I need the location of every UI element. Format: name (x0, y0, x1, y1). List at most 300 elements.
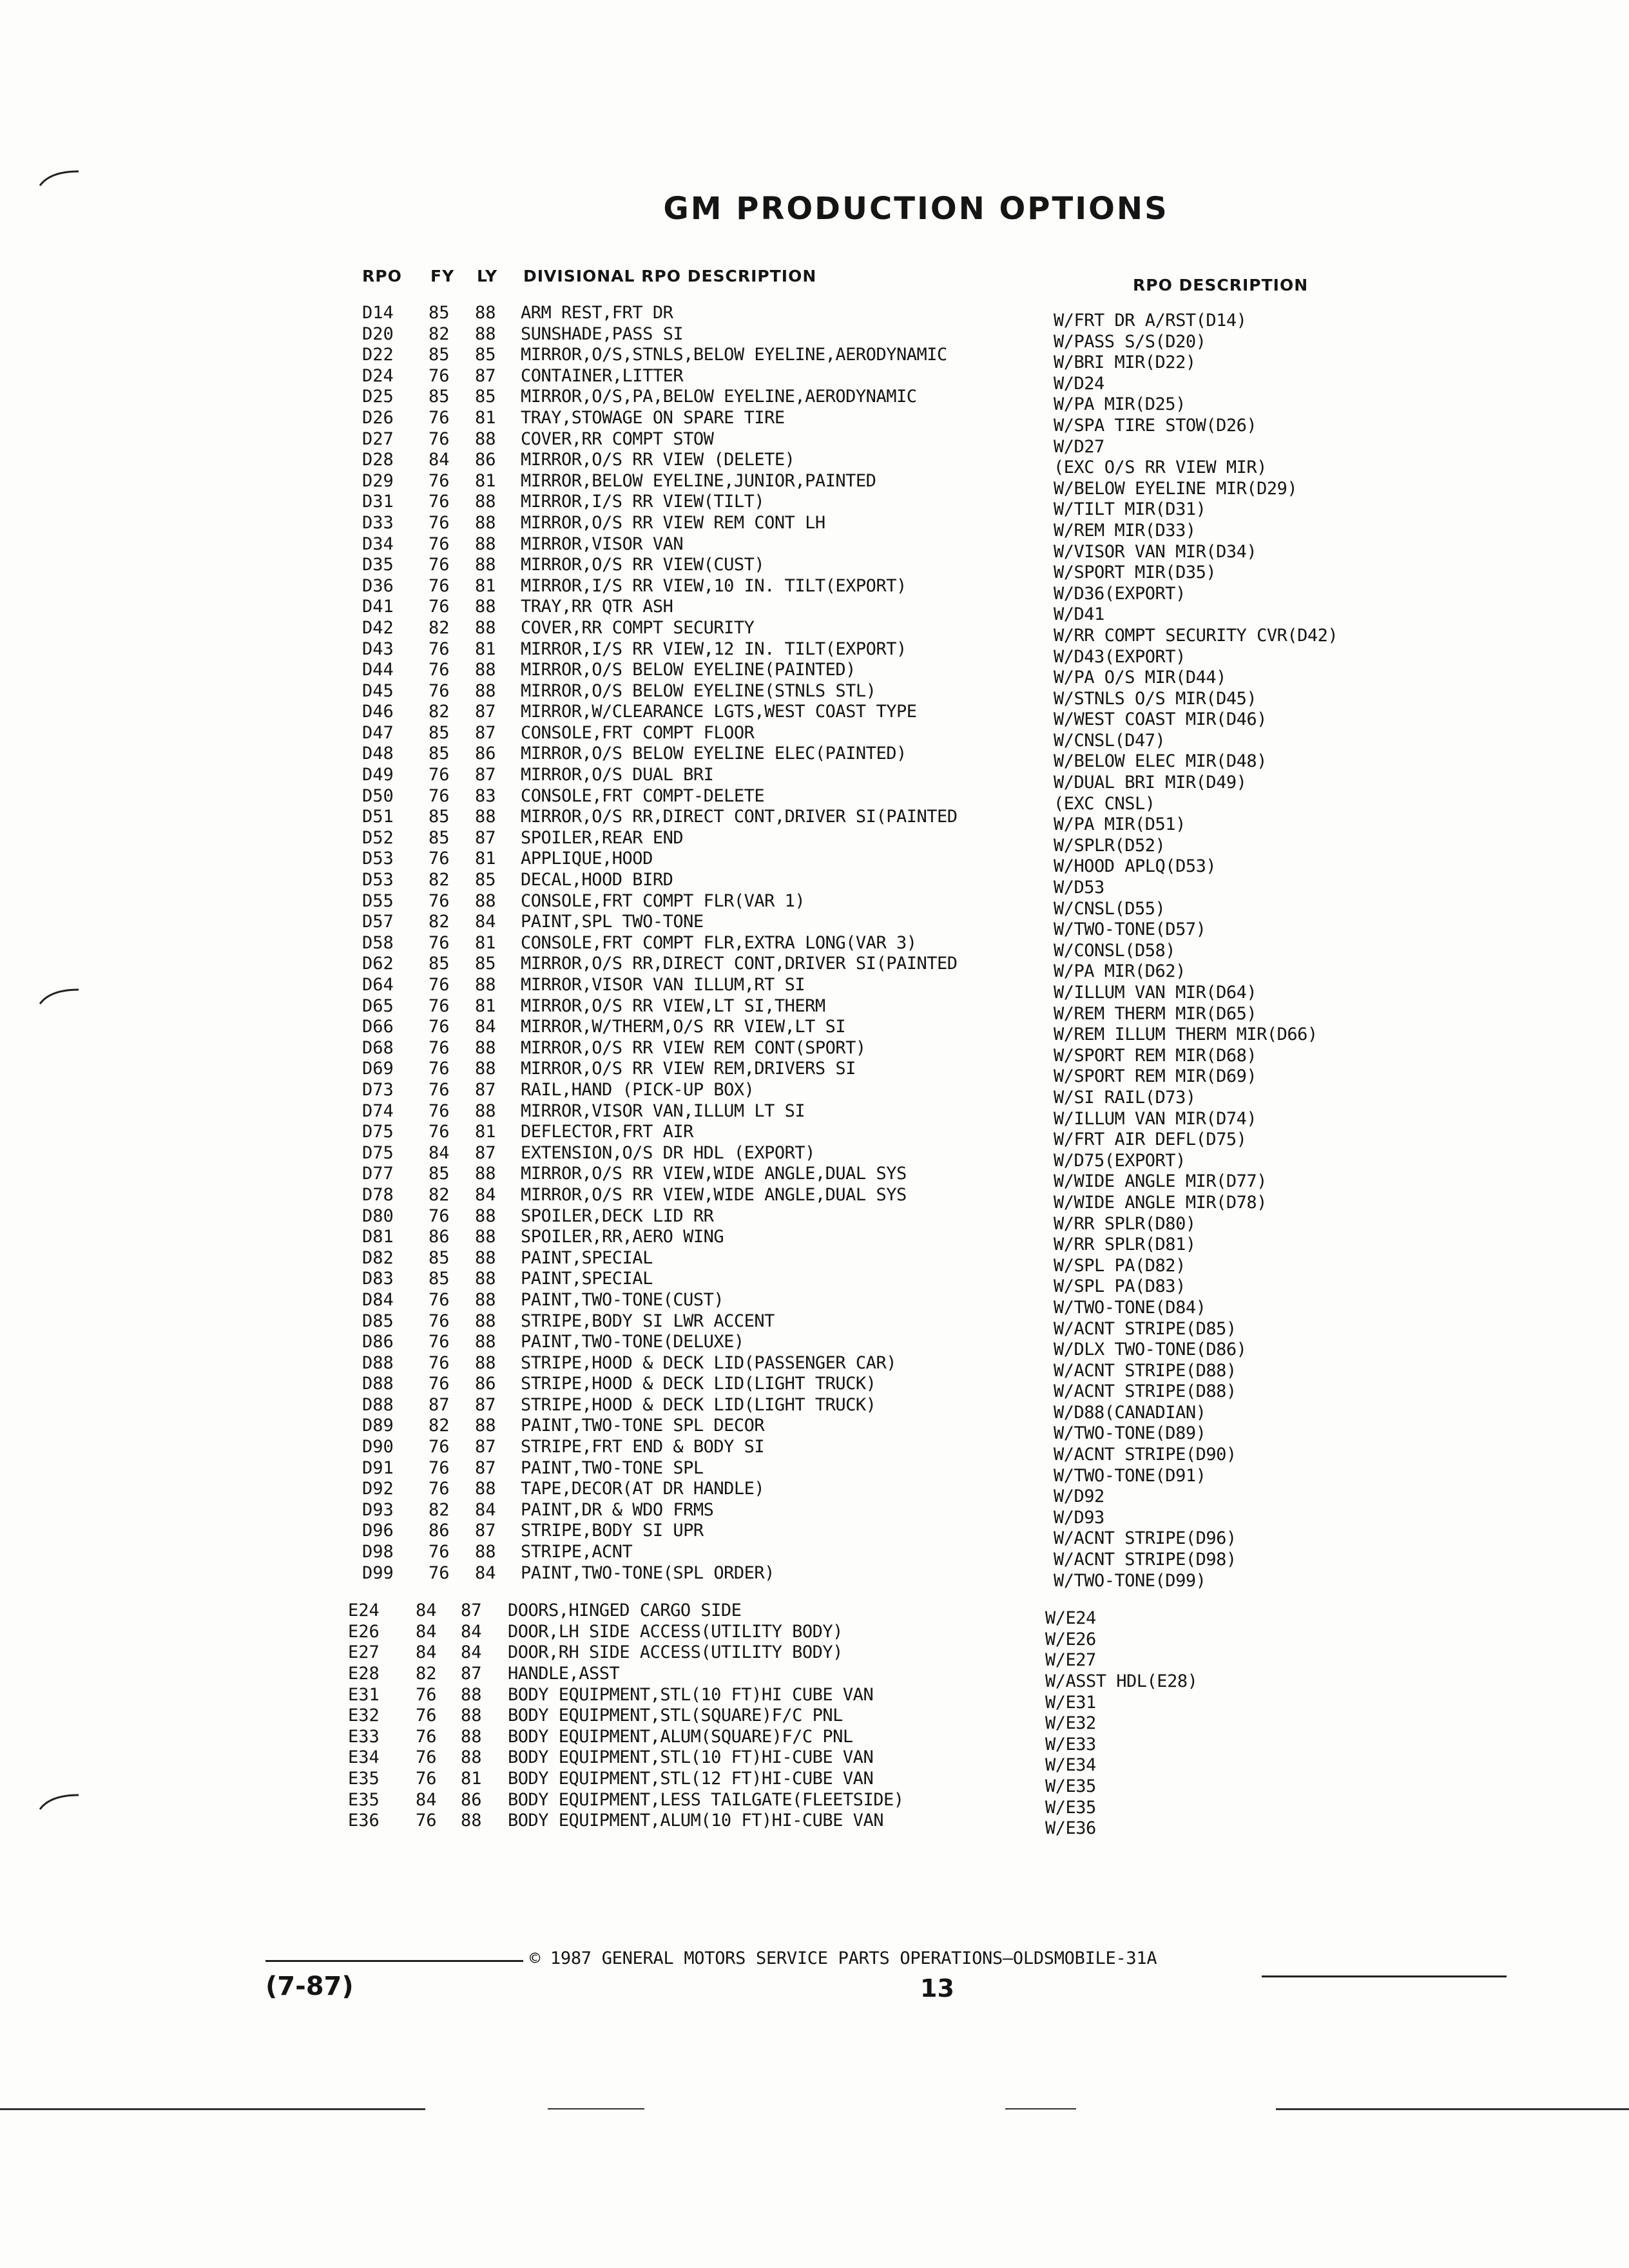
first-year: 76 (429, 575, 450, 596)
last-year: 81 (475, 1122, 496, 1142)
rpo-code: E35 (348, 1789, 380, 1810)
table-row (0, 1747, 1629, 1776)
table-row (0, 512, 1629, 541)
rpo-code: D83 (362, 1269, 394, 1289)
table-row (0, 1164, 1629, 1192)
last-year: 88 (475, 323, 496, 344)
first-year: 76 (429, 1289, 450, 1310)
divisional-description: MIRROR,O/S RR VIEW REM CONT LH (521, 512, 825, 533)
table-row (0, 1542, 1629, 1570)
first-year: 76 (429, 1206, 450, 1226)
table-row (0, 995, 1629, 1024)
divisional-description: BODY EQUIPMENT,ALUM(SQUARE)F/C PNL (508, 1726, 853, 1747)
table-row (0, 1457, 1629, 1486)
table-row (0, 1142, 1629, 1171)
rpo-description: W/REM ILLUM THERM MIR(D66) (1054, 1024, 1318, 1045)
divisional-description: CONSOLE,FRT COMPT FLR,EXTRA LONG(VAR 3) (521, 932, 917, 953)
rpo-description: W/D92 (1054, 1486, 1104, 1507)
rpo-description: W/D41 (1054, 604, 1104, 625)
rpo-code: D45 (362, 680, 394, 701)
rpo-code: D98 (362, 1542, 394, 1562)
table-row (0, 1684, 1629, 1713)
divisional-description: BODY EQUIPMENT,STL(10 FT)HI-CUBE VAN (508, 1747, 874, 1768)
table-row (0, 954, 1629, 982)
table-row (0, 1247, 1629, 1276)
first-year: 76 (429, 407, 450, 428)
divisional-description: DEFLECTOR,FRT AIR (521, 1122, 693, 1142)
first-year: 84 (416, 1642, 437, 1663)
rpo-description: W/E35 (1045, 1776, 1096, 1796)
last-year: 88 (475, 680, 496, 701)
rpo-code: D36 (362, 575, 394, 596)
divisional-description: TAPE,DECOR(AT DR HANDLE) (521, 1479, 765, 1499)
rpo-code: D26 (362, 407, 394, 428)
divisional-description: MIRROR,O/S BELOW EYELINE(PAINTED) (521, 660, 856, 680)
rpo-description: W/SPA TIRE STOW(D26) (1054, 415, 1257, 436)
table-row (0, 450, 1629, 478)
divisional-description: BODY EQUIPMENT,ALUM(10 FT)HI-CUBE VAN (508, 1811, 883, 1831)
first-year: 76 (429, 1332, 450, 1352)
first-year: 76 (429, 597, 450, 617)
divisional-description: DOOR,LH SIDE ACCESS(UTILITY BODY) (508, 1621, 843, 1642)
table-row (0, 722, 1629, 751)
rpo-code: E36 (348, 1811, 380, 1831)
last-year: 88 (475, 975, 496, 995)
last-year: 87 (475, 1394, 496, 1415)
table-row (0, 1621, 1629, 1649)
rpo-code: D35 (362, 555, 394, 575)
rpo-code: D77 (362, 1164, 394, 1184)
rpo-description: W/E26 (1045, 1629, 1096, 1649)
rpo-code: E31 (348, 1684, 380, 1705)
rpo-code: D25 (362, 387, 394, 407)
rpo-code: D73 (362, 1079, 394, 1100)
first-year: 76 (429, 680, 450, 701)
rpo-code: D88 (362, 1374, 394, 1394)
divisional-description: CONSOLE,FRT COMPT-DELETE (521, 785, 765, 806)
rpo-description: W/ILLUM VAN MIR(D74) (1054, 1108, 1257, 1129)
last-year: 88 (475, 1352, 496, 1373)
table-row (0, 1352, 1629, 1381)
table-row (0, 1311, 1629, 1339)
rpo-code: D20 (362, 323, 394, 344)
divisional-description: PAINT,TWO-TONE(CUST) (521, 1289, 724, 1310)
bottom-rule (1005, 2108, 1076, 2109)
divisional-description: PAINT,SPECIAL (521, 1269, 653, 1289)
page-title: GM PRODUCTION OPTIONS (663, 191, 1169, 227)
last-year: 81 (475, 932, 496, 953)
first-year: 76 (416, 1706, 437, 1726)
rpo-code: D33 (362, 512, 394, 533)
last-year: 87 (475, 702, 496, 722)
bottom-rule (548, 2108, 644, 2109)
divisional-description: MIRROR,O/S RR,DIRECT CONT,DRIVER SI(PAINTED (521, 807, 958, 827)
last-year: 85 (475, 387, 496, 407)
rpo-description: W/PA O/S MIR(D44) (1054, 668, 1226, 688)
divisional-description: PAINT,TWO-TONE SPL (521, 1457, 704, 1478)
divisional-description: ARM REST,FRT DR (521, 303, 673, 323)
first-year: 76 (429, 1479, 450, 1499)
rpo-code: D86 (362, 1332, 394, 1352)
rpo-code: E27 (348, 1642, 380, 1663)
table-row (0, 575, 1629, 604)
d-series-group (0, 303, 1629, 1591)
rpo-code: D99 (362, 1562, 394, 1583)
divisional-description: MIRROR,O/S RR VIEW (DELETE) (521, 450, 795, 470)
rpo-description: W/ILLUM VAN MIR(D64) (1054, 983, 1257, 1003)
first-year: 76 (429, 639, 450, 659)
first-year: 86 (429, 1521, 450, 1541)
last-year: 88 (475, 555, 496, 575)
rpo-code: D42 (362, 617, 394, 638)
rpo-description: W/TWO-TONE(D89) (1054, 1423, 1206, 1444)
divisional-description: APPLIQUE,HOOD (521, 849, 653, 869)
rpo-code: D50 (362, 785, 394, 806)
divisional-description: MIRROR,VISOR VAN ILLUM,RT SI (521, 975, 805, 995)
last-year: 86 (475, 450, 496, 470)
first-year: 76 (429, 660, 450, 680)
table-row (0, 1642, 1629, 1671)
first-year: 85 (429, 387, 450, 407)
rpo-code: E33 (348, 1726, 380, 1747)
first-year: 82 (429, 1416, 450, 1436)
last-year: 81 (475, 470, 496, 491)
divisional-description: BODY EQUIPMENT,STL(SQUARE)F/C PNL (508, 1706, 843, 1726)
table-row (0, 1768, 1629, 1796)
table-row (0, 849, 1629, 877)
rpo-description: W/RR SPLR(D81) (1054, 1235, 1196, 1255)
rpo-description: W/BELOW EYELINE MIR(D29) (1054, 478, 1298, 499)
last-year: 88 (475, 807, 496, 827)
table-row (0, 912, 1629, 940)
last-year: 88 (461, 1726, 482, 1747)
table-row (0, 1269, 1629, 1297)
header-fy: FY (430, 267, 455, 285)
rpo-code: D47 (362, 722, 394, 743)
divisional-description: PAINT,TWO-TONE SPL DECOR (521, 1416, 765, 1436)
table-row (0, 1017, 1629, 1045)
table-row (0, 765, 1629, 793)
rpo-description: W/RR COMPT SECURITY CVR(D42) (1054, 625, 1338, 646)
last-year: 81 (475, 407, 496, 428)
last-year: 84 (475, 1499, 496, 1520)
divisional-description: SPOILER,DECK LID RR (521, 1206, 714, 1226)
last-year: 88 (475, 1227, 496, 1247)
table-row (0, 492, 1629, 520)
table-row (0, 1394, 1629, 1423)
last-year: 87 (475, 1457, 496, 1478)
first-year: 85 (429, 827, 450, 848)
divisional-description: MIRROR,I/S RR VIEW,12 IN. TILT(EXPORT) (521, 639, 907, 659)
first-year: 82 (429, 870, 450, 890)
rpo-description: W/SPLR(D52) (1054, 835, 1166, 856)
rpo-description: W/REM MIR(D33) (1054, 520, 1196, 541)
divisional-description: DECAL,HOOD BIRD (521, 870, 673, 890)
first-year: 82 (429, 323, 450, 344)
table-row (0, 1374, 1629, 1402)
table-row (0, 702, 1629, 730)
rpo-description: W/SPORT REM MIR(D68) (1054, 1045, 1257, 1066)
table-row (0, 345, 1629, 373)
rpo-code: D78 (362, 1184, 394, 1205)
table-row (0, 660, 1629, 688)
rpo-description: W/HOOD APLQ(D53) (1054, 856, 1217, 877)
rpo-description: W/CNSL(D47) (1054, 730, 1166, 751)
last-year: 84 (475, 1562, 496, 1583)
rpo-code: D84 (362, 1289, 394, 1310)
rpo-code: D65 (362, 995, 394, 1016)
last-year: 87 (475, 827, 496, 848)
first-year: 76 (416, 1747, 437, 1768)
last-year: 88 (475, 660, 496, 680)
header-divisional-description: DIVISIONAL RPO DESCRIPTION (523, 267, 817, 285)
divisional-description: MIRROR,VISOR VAN,ILLUM LT SI (521, 1100, 805, 1121)
table-row (0, 1726, 1629, 1754)
first-year: 76 (429, 890, 450, 911)
rpo-code: D91 (362, 1457, 394, 1478)
first-year: 76 (429, 1079, 450, 1100)
divisional-description: BODY EQUIPMENT,STL(10 FT)HI CUBE VAN (508, 1684, 874, 1705)
rpo-description: W/D36(EXPORT) (1054, 583, 1186, 604)
table-row (0, 365, 1629, 394)
rpo-code: D89 (362, 1416, 394, 1436)
divisional-description: SUNSHADE,PASS SI (521, 323, 684, 344)
rpo-description: W/REM THERM MIR(D65) (1054, 1003, 1257, 1024)
first-year: 85 (429, 807, 450, 827)
first-year: 76 (416, 1726, 437, 1747)
first-year: 76 (429, 1122, 450, 1142)
table-row (0, 1100, 1629, 1129)
rpo-description: W/TWO-TONE(D99) (1054, 1570, 1206, 1591)
divisional-description: STRIPE,FRT END & BODY SI (521, 1437, 765, 1457)
first-year: 85 (429, 722, 450, 743)
last-year: 84 (475, 1184, 496, 1205)
rpo-description: W/D88(CANADIAN) (1054, 1402, 1206, 1423)
first-year: 76 (429, 1017, 450, 1037)
rpo-code: D53 (362, 870, 394, 890)
divisional-description: RAIL,HAND (PICK-UP BOX) (521, 1079, 755, 1100)
rpo-description: W/D43(EXPORT) (1054, 646, 1186, 667)
rpo-description: W/WIDE ANGLE MIR(D77) (1054, 1171, 1267, 1192)
divisional-description: MIRROR,O/S RR VIEW REM,DRIVERS SI (521, 1059, 856, 1079)
table-row (0, 1289, 1629, 1318)
last-year: 81 (475, 639, 496, 659)
first-year: 86 (429, 1227, 450, 1247)
rpo-description: W/PA MIR(D62) (1054, 961, 1186, 982)
divisional-description: MIRROR,O/S DUAL BRI (521, 765, 714, 785)
rpo-code: D58 (362, 932, 394, 953)
divisional-description: STRIPE,ACNT (521, 1542, 633, 1562)
rpo-description: (EXC O/S RR VIEW MIR) (1054, 457, 1267, 478)
table-row (0, 470, 1629, 499)
divisional-description: BODY EQUIPMENT,LESS TAILGATE(FLEETSIDE) (508, 1789, 904, 1810)
last-year: 87 (461, 1664, 482, 1684)
first-year: 76 (416, 1684, 437, 1705)
rpo-code: D27 (362, 428, 394, 449)
table-row (0, 1037, 1629, 1066)
rpo-code: E28 (348, 1664, 380, 1684)
rpo-description: W/ACNT STRIPE(D98) (1054, 1550, 1237, 1570)
last-year: 88 (461, 1747, 482, 1768)
rpo-description: W/E33 (1045, 1734, 1096, 1754)
page-number: 13 (920, 1974, 954, 2003)
rpo-description: W/TWO-TONE(D91) (1054, 1465, 1206, 1486)
divisional-description: MIRROR,O/S RR VIEW REM CONT(SPORT) (521, 1037, 866, 1058)
rpo-description: W/SPORT MIR(D35) (1054, 562, 1217, 583)
rpo-code: D31 (362, 492, 394, 512)
rpo-code: D92 (362, 1479, 394, 1499)
rpo-code: D29 (362, 470, 394, 491)
table-row (0, 1059, 1629, 1087)
divisional-description: MIRROR,I/S RR VIEW(TILT) (521, 492, 765, 512)
rpo-description: W/DUAL BRI MIR(D49) (1054, 773, 1247, 793)
first-year: 76 (429, 512, 450, 533)
rpo-description: W/SPL PA(D82) (1054, 1255, 1186, 1276)
divisional-description: MIRROR,O/S BELOW EYELINE ELEC(PAINTED) (521, 744, 907, 764)
last-year: 88 (461, 1684, 482, 1705)
last-year: 87 (475, 1079, 496, 1100)
first-year: 76 (429, 428, 450, 449)
rpo-code: D66 (362, 1017, 394, 1037)
divisional-description: TRAY,STOWAGE ON SPARE TIRE (521, 407, 785, 428)
last-year: 87 (475, 765, 496, 785)
rpo-code: D49 (362, 765, 394, 785)
last-year: 84 (475, 1017, 496, 1037)
footer-rule-right (1262, 1975, 1507, 1977)
rpo-description: W/TILT MIR(D31) (1054, 499, 1206, 520)
first-year: 76 (429, 975, 450, 995)
table-row (0, 1227, 1629, 1255)
divisional-description: DOORS,HINGED CARGO SIDE (508, 1600, 742, 1621)
divisional-description: MIRROR,O/S BELOW EYELINE(STNLS STL) (521, 680, 876, 701)
last-year: 88 (475, 617, 496, 638)
table-row (0, 1206, 1629, 1234)
divisional-description: STRIPE,HOOD & DECK LID(PASSENGER CAR) (521, 1352, 896, 1373)
last-year: 88 (475, 1416, 496, 1436)
rpo-description: W/ACNT STRIPE(D96) (1054, 1528, 1237, 1549)
margin-mark-icon (37, 166, 82, 192)
revision-date: (7-87) (265, 1972, 354, 2001)
rpo-description: W/BELOW ELEC MIR(D48) (1054, 751, 1267, 772)
divisional-description: MIRROR,O/S RR VIEW,WIDE ANGLE,DUAL SYS (521, 1184, 907, 1205)
last-year: 88 (475, 1247, 496, 1268)
e-series-group (0, 1600, 1629, 1839)
rpo-code: D88 (362, 1394, 394, 1415)
last-year: 87 (475, 722, 496, 743)
last-year: 88 (475, 1542, 496, 1562)
table-row (0, 1416, 1629, 1444)
rpo-code: D44 (362, 660, 394, 680)
last-year: 88 (475, 1164, 496, 1184)
divisional-description: BODY EQUIPMENT,STL(12 FT)HI-CUBE VAN (508, 1768, 874, 1789)
divisional-description: STRIPE,BODY SI UPR (521, 1521, 704, 1541)
last-year: 87 (475, 1437, 496, 1457)
divisional-description: STRIPE,BODY SI LWR ACCENT (521, 1311, 775, 1331)
first-year: 85 (429, 744, 450, 764)
first-year: 76 (429, 765, 450, 785)
first-year: 76 (429, 555, 450, 575)
rpo-code: E24 (348, 1600, 380, 1621)
first-year: 85 (429, 345, 450, 365)
divisional-description: MIRROR,W/THERM,O/S RR VIEW,LT SI (521, 1017, 846, 1037)
last-year: 85 (475, 954, 496, 974)
table-row (0, 1122, 1629, 1150)
table-row (0, 533, 1629, 562)
last-year: 88 (475, 1206, 496, 1226)
first-year: 76 (429, 470, 450, 491)
rpo-description: W/SPORT REM MIR(D69) (1054, 1066, 1257, 1087)
first-year: 76 (429, 492, 450, 512)
first-year: 76 (429, 1457, 450, 1478)
last-year: 85 (475, 345, 496, 365)
last-year: 88 (475, 1269, 496, 1289)
first-year: 76 (429, 849, 450, 869)
divisional-description: EXTENSION,O/S DR HDL (EXPORT) (521, 1142, 815, 1163)
last-year: 84 (461, 1621, 482, 1642)
rpo-code: D34 (362, 533, 394, 554)
last-year: 87 (461, 1600, 482, 1621)
options-table (0, 303, 1629, 1839)
divisional-description: PAINT,SPECIAL (521, 1247, 653, 1268)
last-year: 88 (461, 1706, 482, 1726)
rpo-description: W/RR SPLR(D80) (1054, 1213, 1196, 1234)
first-year: 84 (416, 1621, 437, 1642)
divisional-description: MIRROR,O/S,PA,BELOW EYELINE,AERODYNAMIC (521, 387, 917, 407)
first-year: 84 (429, 450, 450, 470)
last-year: 84 (475, 912, 496, 932)
rpo-code: D81 (362, 1227, 394, 1247)
last-year: 88 (475, 428, 496, 449)
divisional-description: CONSOLE,FRT COMPT FLOOR (521, 722, 755, 743)
last-year: 86 (461, 1789, 482, 1810)
first-year: 82 (429, 702, 450, 722)
rpo-code: D52 (362, 827, 394, 848)
divisional-description: PAINT,TWO-TONE(DELUXE) (521, 1332, 744, 1352)
header-ly: LY (477, 267, 498, 285)
rpo-code: D68 (362, 1037, 394, 1058)
rpo-description: W/ACNT STRIPE(D90) (1054, 1445, 1237, 1465)
first-year: 85 (429, 303, 450, 323)
rpo-description: W/DLX TWO-TONE(D86) (1054, 1340, 1247, 1360)
rpo-code: D62 (362, 954, 394, 974)
table-row (0, 1479, 1629, 1507)
first-year: 76 (416, 1811, 437, 1831)
table-row (0, 1184, 1629, 1213)
rpo-description: W/WEST COAST MIR(D46) (1054, 709, 1267, 730)
last-year: 88 (461, 1811, 482, 1831)
rpo-description: W/E35 (1045, 1797, 1096, 1818)
rpo-description: W/E32 (1045, 1713, 1096, 1734)
rpo-description: W/E24 (1045, 1608, 1096, 1629)
table-row (0, 1664, 1629, 1691)
last-year: 84 (461, 1642, 482, 1663)
last-year: 86 (475, 744, 496, 764)
first-year: 76 (429, 1437, 450, 1457)
last-year: 81 (475, 849, 496, 869)
first-year: 76 (416, 1768, 437, 1789)
rpo-code: D22 (362, 345, 394, 365)
divisional-description: DOOR,RH SIDE ACCESS(UTILITY BODY) (508, 1642, 843, 1663)
table-row (0, 827, 1629, 856)
rpo-description: W/E27 (1045, 1650, 1096, 1671)
first-year: 76 (429, 1311, 450, 1331)
first-year: 76 (429, 1542, 450, 1562)
divisional-description: PAINT,SPL TWO-TONE (521, 912, 704, 932)
table-row (0, 597, 1629, 625)
rpo-description: W/D75(EXPORT) (1054, 1150, 1186, 1171)
rpo-code: D74 (362, 1100, 394, 1121)
rpo-code: E34 (348, 1747, 380, 1768)
